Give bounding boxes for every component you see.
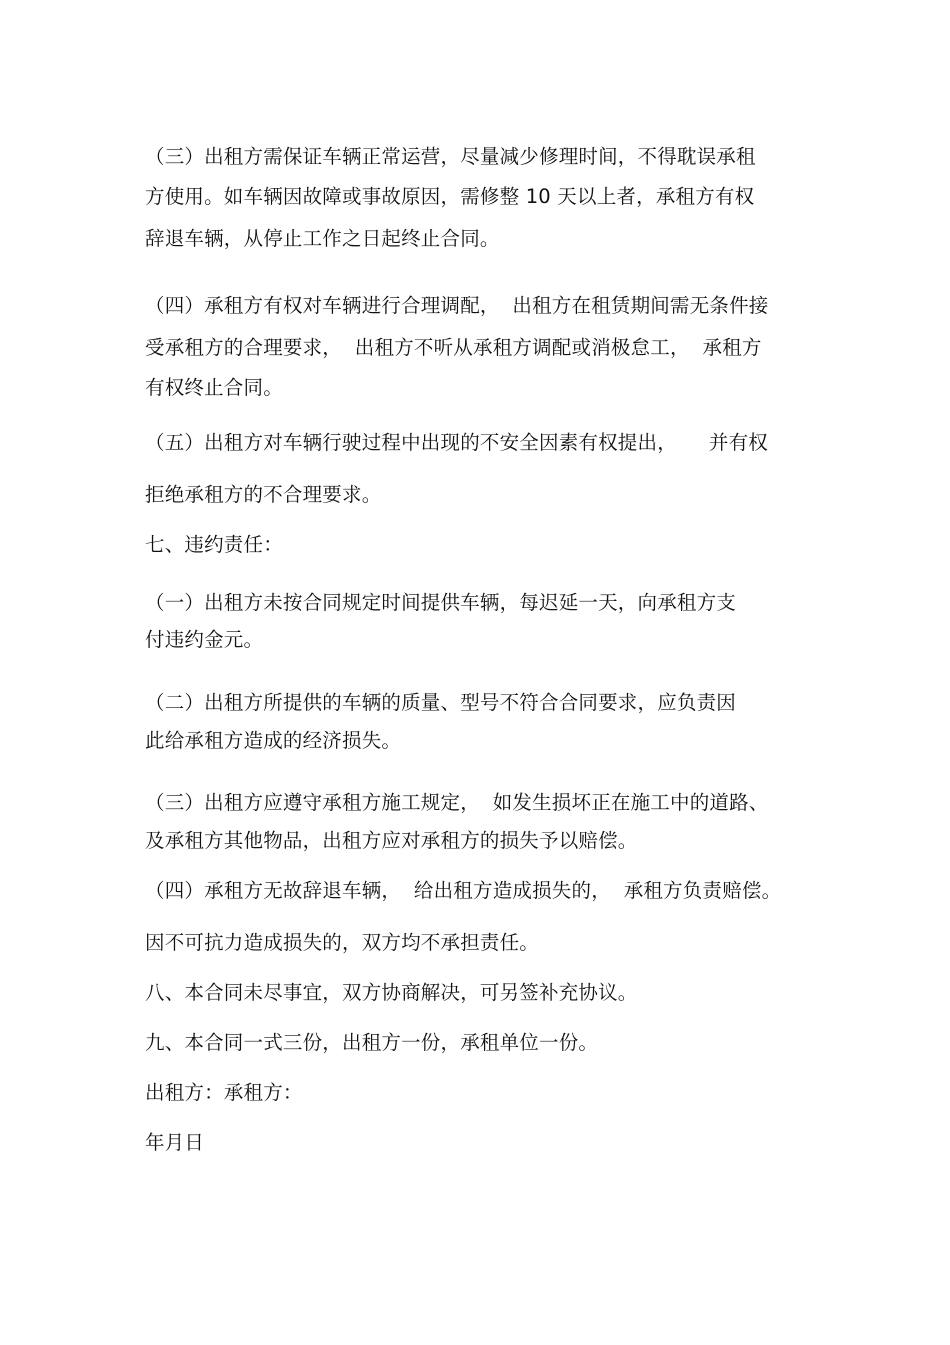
section-9-line: 九、本合同一式三份，出租方一份，承租单位一份。 [145, 1031, 599, 1054]
breach-3-line-1: （三）出租方应遵守承租方施工规定， 如发生损坏正在施工中的道路、 [145, 791, 769, 814]
section-8-line: 八、本合同未尽事宜，双方协商解决，可另签补充协议。 [145, 981, 638, 1004]
clause-3-line-3: 辞退车辆，从停止工作之日起终止合同。 [145, 227, 500, 250]
breach-2-line-2: 此给承租方造成的经济损失。 [145, 729, 402, 752]
clause-4-line-1: （四）承租方有权对车辆进行合理调配， 出租方在租赁期间需无条件接 [145, 294, 769, 317]
clause-4-line-3: 有权终止合同。 [145, 376, 283, 399]
clause-4-line-2: 受承租方的合理要求， 出租方不听从承租方调配或消极怠工， 承租方 [145, 336, 762, 359]
breach-2-line-1: （二）出租方所提供的车辆的质量、型号不符合合同要求，应负责因 [145, 691, 737, 714]
clause-3-line-2: 方使用。如车辆因故障或事故原因，需修整 10 天以上者，承租方有权 [145, 185, 755, 208]
clause-3-line-1: （三）出租方需保证车辆正常运营，尽量减少修理时间，不得耽误承租 [145, 145, 756, 168]
clause-5-line-1: （五）出租方对车辆行驶过程中出现的不安全因素有权提出， 并有权 [145, 431, 768, 454]
breach-1-line-1: （一）出租方未按合同规定时间提供车辆，每迟延一天，向承租方支 [145, 591, 737, 614]
breach-4-line-1: （四）承租方无故辞退车辆， 给出租方造成损失的， 承租方负责赔偿。 [145, 879, 782, 902]
signature-line: 出租方：承租方： [145, 1081, 303, 1104]
force-majeure-line: 因不可抗力造成损失的，双方均不承担责任。 [145, 931, 540, 954]
clause-5-line-2: 拒绝承租方的不合理要求。 [145, 483, 382, 506]
breach-3-line-2: 及承租方其他物品，出租方应对承租方的损失予以赔偿。 [145, 829, 638, 852]
date-line: 年月日 [145, 1131, 205, 1154]
section-7-heading: 七、违约责任： [145, 533, 283, 556]
breach-1-line-2: 付违约金元。 [145, 628, 264, 651]
